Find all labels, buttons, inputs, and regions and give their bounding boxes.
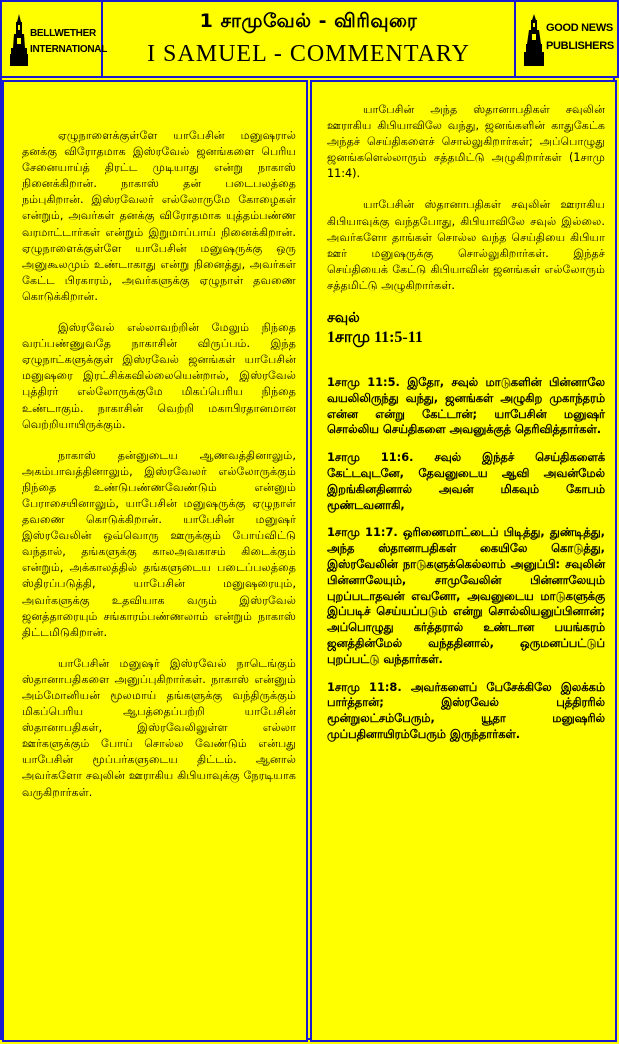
title-english: I SAMUEL - COMMENTARY [147, 41, 470, 67]
verse-11-6: 1சாமு 11:6. சவுல் இந்தச் செய்திகளைக் கேட்டவுடனே, தேவனுடைய ஆவி அவன்மேல் இறங்கினதினால் அவன் மிகவும் கோபம் மூண்டவனாகி, [327, 450, 605, 512]
heading-name: சவுல் [327, 310, 360, 327]
left-column [2, 80, 308, 1042]
left-paragraph-4: யாபேசின் மனுஷர் இஸ்ரவேல் நாடெங்கும் ஸ்தானாபதிகளை அனுப்புகிறார்கள். நாகாஸ் என்னும் அம்மோனியன் மூலமாய் தங்களுக்கு வந்திருக்கும் மிகப்பெரிய ஆபத்தைப்பற்றி யாபேசின் ஸ்தானாபதிகள், இஸ்ரவேலிலுள்ள எல்லா ஊர்களுக்கும் போய் சொல்ல வேண்டும் என்பது யாபேசின் மூப்பர்களுடைய திட்டம். ஆனால் அவர்களோ சவுலின் ஊராகிய கிபியாவுக்கு நேரடியாக வருகிறார்கள். [22, 656, 296, 799]
good-news-logo [514, 0, 619, 78]
logo-right-line2: PUBLISHERS [546, 40, 614, 52]
bellwether-logo [0, 0, 108, 78]
tower-icon [524, 14, 544, 66]
logo-left-line1: BELLWETHER [30, 28, 96, 39]
title-banner [103, 0, 514, 78]
right-paragraph-2: யாபேசின் ஸ்தானாபதிகள் சவுலின் ஊராகிய கிபியாவுக்கு வந்தபோது, கிபியாவிலே சவுல் இல்லை. அவர்களோ தாங்கள் சொல்ல வந்த செய்தியை கிபியா ஊர் மனுஷருக்கு சொல்லுகிறார்கள். இந்தச் செய்தியைக் கேட்டு கிபியாவின் ஜனங்கள் எல்லோரும் சத்தமிட்டு அழுகிறார்கள். [327, 198, 605, 292]
right-paragraph-1: யாபேசின் அந்த ஸ்தானாபதிகள் சவுலின் ஊராகிய கிபியாவிலே வந்து, ஜனங்களின் காதுகேட்க அந்தச் செய்திகளைச் சொல்லுகிறார்கள்; அப்பொழுது ஜனங்களெல்லாரும் சத்தமிட்டு அழுகிறார்கள் (1சாமு 11:4). [327, 103, 605, 181]
verse-11-5: 1சாமு 11:5. இதோ, சவுல் மாடுகளின் பின்னாலே வயலிலிருந்து வந்து, ஜனங்கள் அழுகிற முகாந்தரம் என்ன என்று கேட்டான்; யாபேசின் மனுஷர் சொல்லிய செய்திகளை அவனுக்குத் தெரிவித்தார்கள். [327, 375, 605, 437]
left-paragraph-2: இஸ்ரவேல் எல்லாவற்றின் மேலும் நிந்தை வரப்பண்ணுவதே நாகாசின் விருப்பம். இந்த ஏழுநாட்களுக்குள் இஸ்ரவேல் ஜனங்கள் யாபேசின் மனுஷரை இரட்சிக்கவில்லையென்றால், இஸ்ரவேல் புத்திரர் எல்லோருக்குமே மிகப்பெரிய நிந்தை உண்டாகும். நாகாசின் வெற்றி மகாபிரதானமான வெற்றியாயிருக்கும். [22, 321, 296, 431]
logo-left-line2: INTERNATIONAL [30, 44, 108, 55]
right-column [310, 80, 617, 1042]
title-tamil: 1 சாமுவேல் - விரிவுரை [199, 10, 418, 32]
page-header [0, 0, 619, 78]
left-paragraph-3: நாகாஸ் தன்னுடைய ஆணவத்தினாலும், அகம்பாவத்தினாலும், இஸ்ரவேலர் எல்லோருக்கும் நிந்தை உண்டுபண்ணவேண்டும் என்னும் பேராசையினாலும், யாபேசின் மனுஷருக்கு ஏழுநாள் தவணை கொடுக்கிறான். யாபேசின் மனுஷர் இஸ்ரவேலின் ஒவ்வொரு ஊருக்கும் போய்விட்டு வந்தால், தங்களுக்கு காலஅவகாசம் கிடைக்கும் என்றும், அக்காலத்தில் தங்களுடைய படைப்பலத்தை ஸ்திரப்படுத்தி, யாபேசின் மனுஷரையும், அவர்களுக்கு உதவியாக வரும் இஸ்ரவேல் ஜனத்தாரையும் சங்காரம்பண்ணலாம் என்றும் நாகாஸ் திட்டமிடுகிறான். [22, 448, 296, 639]
left-paragraph-1: ஏழுநாளைக்குள்ளே யாபேசின் மனுஷரால் தனக்கு விரோதமாக இஸ்ரவேல் ஜனங்களை பெரிய சேனையாய்த் திரட்ட முடியாது என்று நாகாஸ் நினைக்கிறான். நாகாஸ் தன் படைபலத்தை நம்புகிறான். இஸ்ரவேலர் எல்லோருமே கோழைகள் என்றும், அவர்கள் தனக்கு விரோதமாக யுத்தம்பண்ண வரமாட்டார்கள் என்றும் இறுமாப்பாய் நினைக்கிறான். ஏழுநாளைக்குள்ளே யாபேசின் மனுஷருக்கு ஒரு அனுகூலமும் உண்டாகாது என்று நினைத்து, அவர்கள் கேட்ட பிரகாரம், அவர்களுக்கு ஏழுநாள் தவணை கொடுக்கிறான். [22, 129, 296, 303]
section-heading [327, 309, 605, 347]
verse-11-8: 1சாமு 11:8. அவர்களைப் பேசேக்கிலே இலக்கம் பார்த்தான்; இஸ்ரவேல் புத்திரரில் மூன்றுலட்சம்பேரும், யூதா மனுஷரில் முப்பதினாயிரம்பேரும் இருந்தார்கள். [327, 679, 605, 741]
logo-right-line1: GOOD NEWS [546, 22, 613, 34]
heading-reference: 1சாமு 11:5-11 [327, 329, 423, 347]
bell-tower-icon [10, 14, 28, 66]
verse-11-7: 1சாமு 11:7. ஒரிணைமாட்டைப் பிடித்து, துண்டித்து, அந்த ஸ்தானாபதிகள் கையிலே கொடுத்து, இஸ்ரவேலின் நாடுகளுக்கெல்லாம் அனுப்பி: சவுலின் பின்னாலேயும், சாமுவேலின் பின்னாலேயும் புறப்படாதவன் எவனோ, அவனுடைய மாடுகளுக்கு இப்படிச் செய்யப்படும் என்று சொல்லியனுப்பினான்; அப்பொழுது கர்த்தரால் உண்டான பயங்கரம் ஜனத்தின்மேல் வந்ததினால், ஒருமனப்பட்டுப் புறப்பட்டு வந்தார்கள். [327, 525, 605, 666]
